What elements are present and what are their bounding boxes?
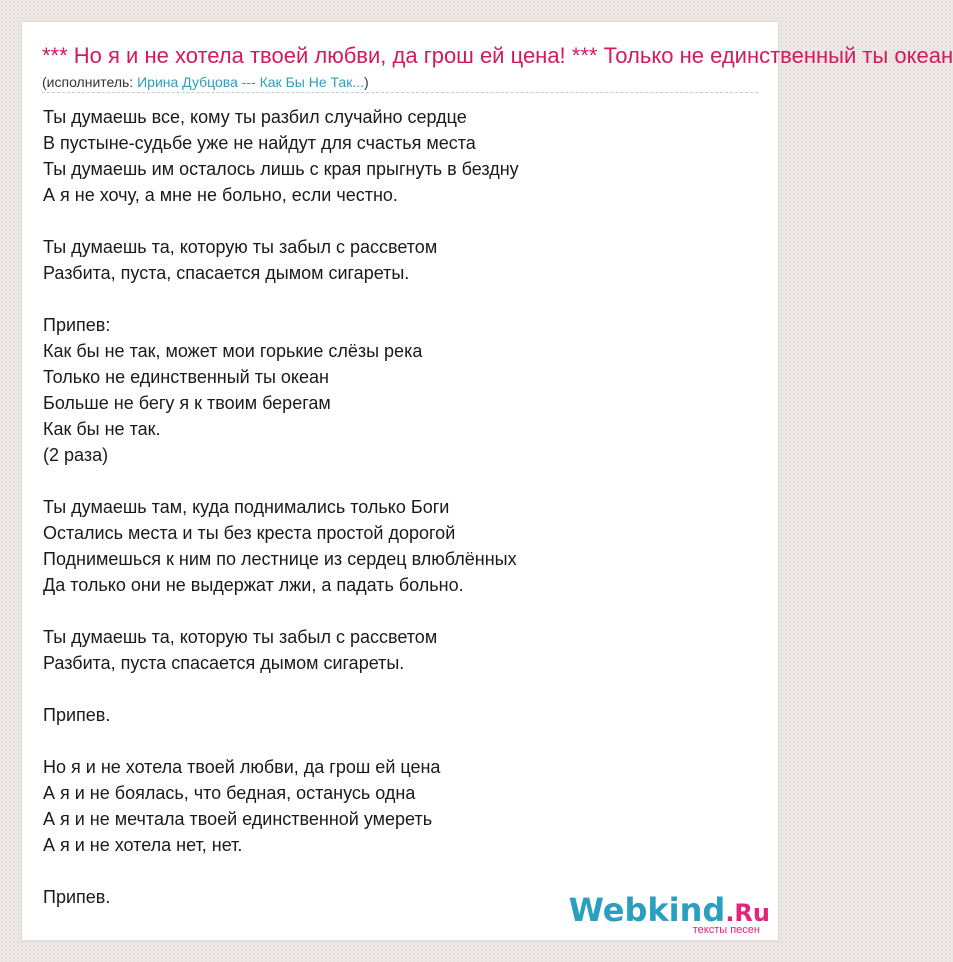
lyric-line: А я не хочу, а мне не больно, если честно. xyxy=(43,185,398,205)
webkind-logo[interactable] xyxy=(568,891,772,938)
lyric-line: Ты думаешь там, куда поднимались только Боги xyxy=(43,497,450,517)
stanza-break xyxy=(43,598,763,624)
lyric-line: Ты думаешь все, кому ты разбил случайно сердце xyxy=(43,107,467,127)
brand-name-main: Webkind xyxy=(568,891,726,929)
lyric-line: Но я и не хотела твоей любви, да грош ей цена xyxy=(43,757,441,777)
lyrics-card xyxy=(22,22,953,940)
lyric-line: (2 раза) xyxy=(43,445,109,465)
lyric-line: Больше не бегу я к твоим берегам xyxy=(43,393,331,413)
lyric-line: В пустыне-судьбе уже не найдут для счастья места xyxy=(43,133,476,153)
lyric-line: Припев. xyxy=(43,705,111,725)
lyric-line: Остались места и ты без креста простой дорогой xyxy=(43,523,456,543)
lyric-line: Как бы не так, может мои горькие слёзы река xyxy=(43,341,423,361)
artist-meta xyxy=(42,73,369,91)
lyric-line: Разбита, пуста спасается дымом сигареты. xyxy=(43,653,405,673)
lyric-line: Как бы не так. xyxy=(43,419,161,439)
brand-name-tld: .Ru xyxy=(725,899,770,927)
lyric-line: Разбита, пуста, спасается дымом сигареты. xyxy=(43,263,410,283)
stanza-break xyxy=(43,208,763,234)
meta-prefix: (исполнитель: xyxy=(42,74,138,90)
lyrics-text xyxy=(43,104,763,910)
lyric-line: Ты думаешь та, которую ты забыл с рассветом xyxy=(43,237,438,257)
lyric-line: Только не единственный ты океан xyxy=(43,367,329,387)
stanza-break xyxy=(43,728,763,754)
brand-tagline: тексты песен xyxy=(692,924,760,936)
lyric-line: Да только они не выдержат лжи, а падать больно. xyxy=(43,575,464,595)
lyric-line: Ты думаешь та, которую ты забыл с рассветом xyxy=(43,627,438,647)
lyric-line: Ты думаешь им осталось лишь с края прыгнуть в бездну xyxy=(43,159,519,179)
lyric-line: А я и не хотела нет, нет. xyxy=(43,835,243,855)
lyric-line: А я и не боялась, что бедная, останусь одна xyxy=(43,783,416,803)
stanza-break xyxy=(43,468,763,494)
lyric-line: Поднимешься к ним по лестнице из сердец влюблённых xyxy=(43,549,517,569)
lyric-line: Припев: xyxy=(43,315,111,335)
page-title: *** Но я и не хотела твоей любви, да грош ей цена! *** Только не единственный ты океан xyxy=(42,43,953,68)
lyric-line: А я и не мечтала твоей единственной умереть xyxy=(43,809,433,829)
stanza-break xyxy=(43,286,763,312)
artist-song-link[interactable]: Ирина Дубцова --- Как Бы Не Так... xyxy=(137,74,364,90)
meta-suffix: ) xyxy=(364,74,369,90)
lyric-line: Припев. xyxy=(43,887,111,907)
stanza-break xyxy=(43,676,763,702)
dashed-divider xyxy=(42,92,758,93)
stanza-break xyxy=(43,858,763,884)
